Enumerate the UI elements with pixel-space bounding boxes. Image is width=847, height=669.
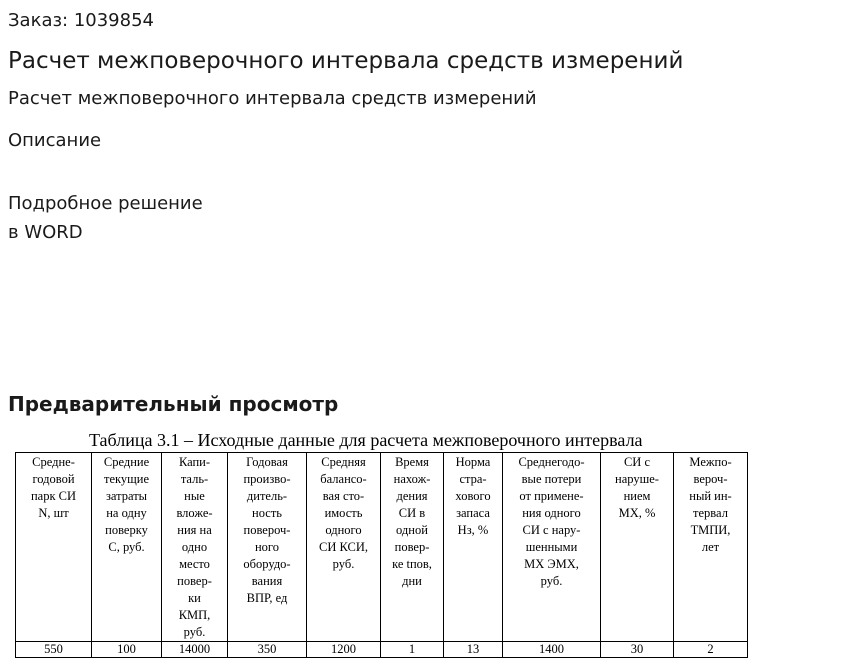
header-text: Среднегодо- вые потери от примене- ния одного СИ с нару- шенными МХ ЭМХ, руб.	[518, 455, 585, 588]
header-text: Капи- таль- ные вложе- ния на одно место повер- ки КМП, руб.	[176, 455, 213, 639]
table-cell: 2	[674, 642, 748, 658]
header-text: Средне- годовой парк СИ N, шт	[30, 455, 77, 520]
header-cell-costs	[92, 453, 162, 642]
header-text: Межпо- вероч- ный ин- тервал ТМПИ, лет	[689, 455, 732, 554]
header-text: Годовая произво- дитель- ность повероч- ного оборудо- вания ВПР, ед	[243, 455, 291, 605]
header-cell-investment	[162, 453, 228, 642]
order-number: Заказ: 1039854	[8, 10, 154, 31]
table-cell: 1400	[503, 642, 601, 658]
header-cell-reserve	[444, 453, 503, 642]
header-text: Средняя балансо- вая сто- имость одного СИ КСИ, руб.	[318, 455, 368, 571]
header-cell-losses	[503, 453, 601, 642]
table-cell: 14000	[162, 642, 228, 658]
data-table	[15, 452, 748, 658]
header-text: Норма стра- хового запаса Нз, %	[455, 455, 491, 537]
description-heading: Описание	[8, 130, 102, 151]
page-title: Расчет межповерочного интервала средств измерений	[8, 48, 684, 74]
header-text: Время нахож- дения СИ в одной повер- ке tпов, дни	[392, 455, 432, 588]
table-cell: 30	[601, 642, 674, 658]
detail-line-1: Подробное решение	[8, 193, 203, 214]
table-caption: Таблица 3.1 – Исходные данные для расчета межповерочного интервала	[89, 430, 643, 450]
document-preview	[0, 428, 847, 669]
table-cell: 13	[444, 642, 503, 658]
table-row	[16, 642, 748, 658]
preview-heading: Предварительный просмотр	[8, 392, 339, 416]
header-cell-violations	[601, 453, 674, 642]
table-cell: 1	[381, 642, 444, 658]
header-cell-productivity	[228, 453, 307, 642]
table-cell: 550	[16, 642, 92, 658]
table-cell: 1200	[307, 642, 381, 658]
page-subtitle: Расчет межповерочного интервала средств измерений	[8, 88, 537, 109]
header-cell-park	[16, 453, 92, 642]
header-text: Средние текущие затраты на одну поверку С, руб.	[103, 455, 150, 554]
header-cell-interval	[674, 453, 748, 642]
table-cell: 350	[228, 642, 307, 658]
header-text: СИ с наруше- нием МХ, %	[615, 455, 659, 520]
table-cell: 100	[92, 642, 162, 658]
header-cell-balance-cost	[307, 453, 381, 642]
header-cell-time	[381, 453, 444, 642]
detail-line-2: в WORD	[8, 222, 83, 243]
